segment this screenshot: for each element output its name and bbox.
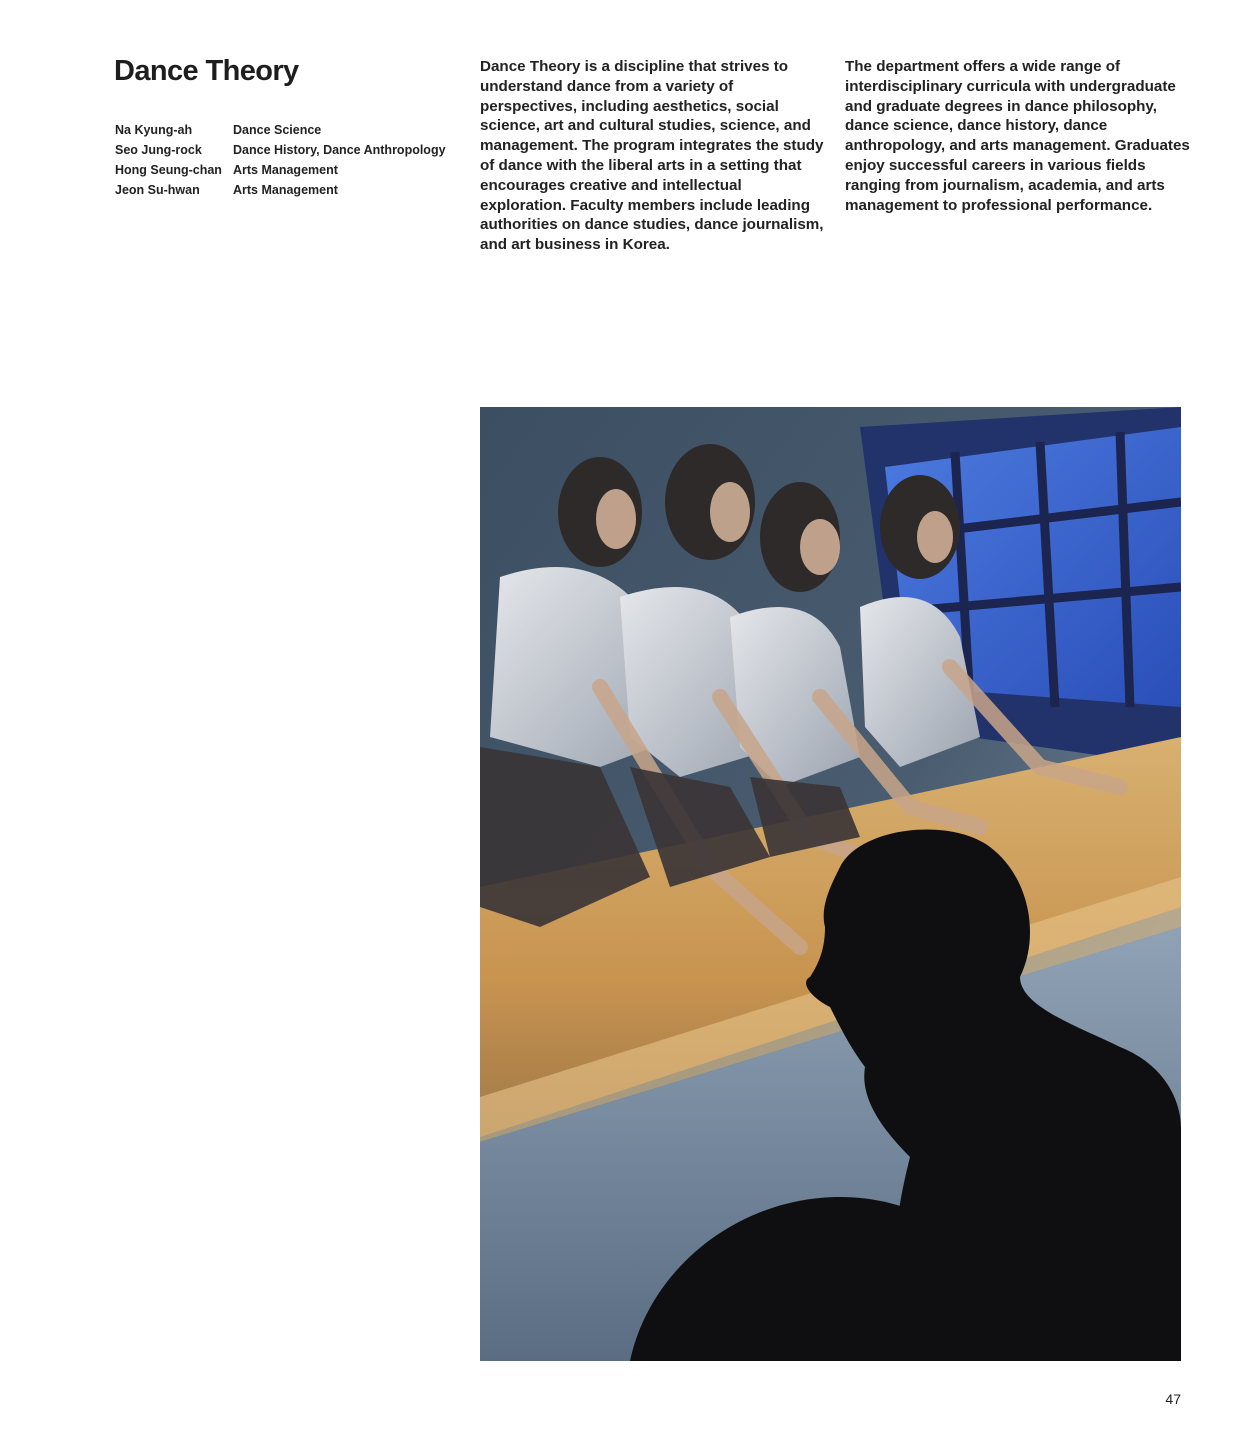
faculty-list	[115, 120, 446, 200]
faculty-row	[115, 160, 446, 180]
dance-lecture-photo	[480, 407, 1181, 1361]
faculty-field: Arts Management	[233, 183, 338, 197]
faculty-row	[115, 180, 446, 200]
faculty-name: Hong Seung-chan	[115, 163, 222, 177]
faculty-row	[115, 140, 446, 160]
department-paragraph: The department offers a wide range of interdisciplinary curricula with undergraduate and graduate degrees in dance philosophy, dance science, dance history, dance anthropology, and arts management. Graduates enjoy successful careers in various fields ranging from journalism, academia, and arts management to professional performance.	[845, 58, 1190, 214]
page-number: 47	[1165, 1391, 1181, 1407]
faculty-name: Seo Jung-rock	[115, 143, 202, 157]
faculty-field: Arts Management	[233, 163, 338, 177]
faculty-row	[115, 120, 446, 140]
page-title: Dance Theory	[114, 55, 299, 87]
faculty-field: Dance Science	[233, 123, 322, 137]
faculty-name: Jeon Su-hwan	[115, 183, 200, 197]
faculty-field: Dance History, Dance Anthropology	[233, 143, 446, 157]
intro-paragraph: Dance Theory is a discipline that strives to understand dance from a variety of perspectives, including aesthetics, social science, art and cultural studies, science, and management. The program integrates the study of dance with the liberal arts in a setting that encourages creative and intellectual exploration. Faculty members include leading authorities on dance studies, dance journalism, and art business in Korea.	[480, 58, 824, 254]
faculty-name: Na Kyung-ah	[115, 123, 193, 137]
